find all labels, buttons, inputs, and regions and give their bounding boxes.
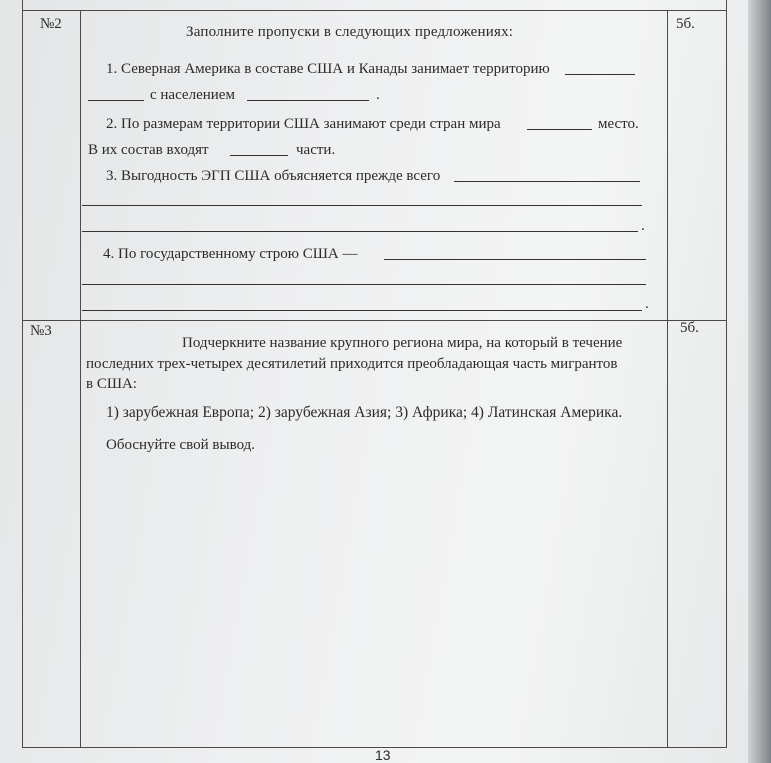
- task2-sentence2-part3: В их состав входят: [88, 142, 209, 158]
- task3-number: №3: [30, 323, 52, 339]
- task2-number: №2: [40, 16, 62, 32]
- task2-blank9[interactable]: [384, 259, 646, 260]
- task2-blank7[interactable]: [82, 205, 642, 206]
- table-right-border: [726, 0, 727, 748]
- task2-title: Заполните пропуски в следующих предложениях:: [186, 24, 514, 40]
- task2-sentence2-part1: 2. По размерам территории США занимают среди стран мира: [106, 116, 501, 132]
- task3-options[interactable]: 1) зарубежная Европа; 2) зарубежная Азия; 3) Африка; 4) Латинская Америка.: [106, 404, 623, 421]
- task2-blank5[interactable]: [230, 155, 288, 156]
- task2-blank11[interactable]: [82, 310, 642, 311]
- table-points-column-border: [667, 10, 668, 748]
- task2-points: 5б.: [676, 16, 695, 32]
- task2-sentence3: 3. Выгодность ЭГП США объясняется прежде всего: [106, 168, 441, 184]
- task2-blank2[interactable]: [88, 100, 144, 101]
- task2-blank8[interactable]: [82, 231, 638, 232]
- task3-line1: Подчеркните название крупного региона мира, на который в течение: [182, 335, 623, 351]
- task3-points: 5б.: [680, 320, 699, 336]
- task2-blank4[interactable]: [527, 129, 592, 130]
- task2-blank10[interactable]: [82, 284, 646, 285]
- task2-blank3[interactable]: [247, 100, 369, 101]
- table-number-column-border: [80, 10, 81, 748]
- task2-sentence3-dot: .: [641, 218, 645, 234]
- task2-sentence2-part2: место.: [598, 116, 639, 132]
- task3-justify-prompt: Обоснуйте свой вывод.: [106, 437, 256, 453]
- paper-edge-shadow: [748, 0, 771, 763]
- page-number: 13: [375, 747, 391, 763]
- task3-line3: в США:: [86, 376, 137, 392]
- task2-sentence2-part4: части.: [296, 142, 336, 158]
- task2-sentence4: 4. По государственному строю США —: [103, 246, 358, 262]
- table-top-border: [22, 10, 727, 11]
- task2-sentence1-dot: .: [376, 87, 380, 103]
- task2-sentence4-dot: .: [645, 296, 649, 312]
- table-left-border: [22, 0, 23, 748]
- task2-sentence1-part2: с населением: [150, 87, 235, 103]
- task2-blank1[interactable]: [565, 74, 635, 75]
- task3-line2: последних трех-четырех десятилетий приходится преобладающая часть мигрантов: [86, 356, 618, 372]
- table-row-divider: [22, 320, 727, 321]
- task2-blank6[interactable]: [454, 181, 640, 182]
- task2-sentence1-part1: 1. Северная Америка в составе США и Канады занимает территорию: [106, 61, 550, 77]
